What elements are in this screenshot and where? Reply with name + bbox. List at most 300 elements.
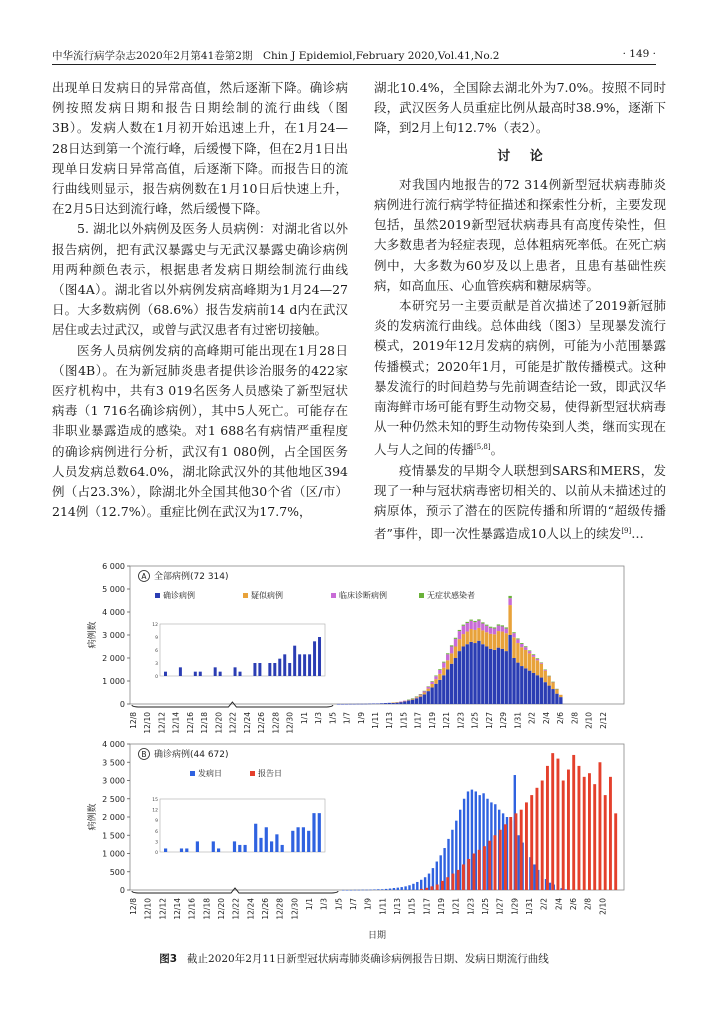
bar-临床诊断病例 bbox=[481, 624, 484, 631]
inset-bar bbox=[180, 848, 183, 852]
x-tick-label: 1/1 bbox=[299, 712, 309, 725]
bar-无症状感染者 bbox=[469, 620, 472, 621]
x-tick-label: 1/11 bbox=[378, 898, 388, 915]
bar-无症状感染者 bbox=[485, 625, 488, 626]
inset-y-tick-label: 3 bbox=[155, 840, 158, 846]
x-tick-label: 12/16 bbox=[187, 898, 197, 920]
inset-y-tick-label: 0 bbox=[155, 851, 158, 856]
x-tick-label: 12/10 bbox=[143, 712, 153, 734]
x-tick-label: 1/23 bbox=[456, 712, 466, 729]
bar-报告日 bbox=[604, 795, 607, 890]
inset-y-tick-label: 12 bbox=[152, 808, 158, 814]
bar-无症状感染者 bbox=[501, 625, 504, 626]
inset-bar bbox=[312, 813, 315, 852]
legend-label: 无症状感染者 bbox=[427, 591, 475, 600]
x-tick-label: 12/8 bbox=[129, 898, 138, 915]
y-tick-label: 4 000 bbox=[102, 740, 125, 749]
journal-citation: 中华流行病学杂志2020年2月第41卷第2期 Chin J Epidemiol,February 2020,Vol.41,No.2 bbox=[52, 50, 500, 62]
x-tick-label: 2/10 bbox=[584, 712, 594, 729]
bar-确诊病例 bbox=[458, 651, 461, 704]
inset-bar bbox=[259, 838, 262, 852]
bar-报告日 bbox=[530, 795, 533, 890]
bar-疑似病例 bbox=[462, 634, 465, 646]
bar-无症状感染者 bbox=[419, 694, 422, 695]
bar-无症状感染者 bbox=[442, 662, 445, 663]
x-tick-label: 2/8 bbox=[570, 712, 580, 725]
bar-确诊病例 bbox=[376, 704, 379, 705]
bar-临床诊断病例 bbox=[438, 670, 441, 674]
bar-发病日 bbox=[342, 890, 344, 891]
bar-无症状感染者 bbox=[430, 681, 433, 682]
paragraph: 对我国内地报告的72 314例新型冠状病毒肺炎病例进行流行病学特征描述和探索性分析，主要发现包括，虽然2019新型冠状病毒具有高度传染性，但大多数患者为轻症表现，总体粗病死率低。在死亡病例中，大多数为60岁及以上患者，且患有基础性疾病，如高血压、心血管疾病和糖尿病等。 bbox=[374, 176, 666, 293]
bar-无症状感染者 bbox=[489, 627, 492, 628]
inset-bar bbox=[298, 654, 301, 676]
bar-无症状感染者 bbox=[544, 670, 547, 671]
x-tick-label: 12/26 bbox=[261, 898, 270, 920]
inset-bar bbox=[253, 663, 256, 676]
chart-panel-b bbox=[86, 740, 624, 941]
bar-确诊病例 bbox=[349, 704, 352, 705]
bar-确诊病例 bbox=[364, 704, 367, 705]
y-tick-label: 1 000 bbox=[102, 849, 125, 859]
bar-疑似病例 bbox=[551, 682, 554, 689]
bar-无症状感染者 bbox=[524, 646, 527, 647]
bar-确诊病例 bbox=[555, 694, 558, 704]
inset-y-tick-label: 3 bbox=[155, 662, 158, 667]
x-tick-label: 1/29 bbox=[499, 712, 509, 729]
bar-疑似病例 bbox=[391, 703, 394, 704]
bar-疑似病例 bbox=[446, 660, 449, 669]
bar-发病日 bbox=[420, 880, 422, 890]
bar-报告日 bbox=[515, 813, 518, 890]
inset-bar bbox=[217, 848, 220, 852]
bar-确诊病例 bbox=[399, 702, 402, 704]
bar-无症状感染者 bbox=[438, 669, 441, 670]
x-tick-label: 2/12 bbox=[598, 712, 608, 729]
bar-无症状感染者 bbox=[481, 622, 484, 623]
bar-临床诊断病例 bbox=[536, 659, 539, 660]
bar-临床诊断病例 bbox=[532, 655, 535, 657]
bar-疑似病例 bbox=[493, 634, 496, 650]
bar-临床诊断病例 bbox=[528, 651, 531, 653]
bar-报告日 bbox=[478, 850, 481, 890]
bar-发病日 bbox=[369, 890, 371, 891]
bar-报告日 bbox=[567, 770, 570, 890]
bar-无症状感染者 bbox=[520, 643, 523, 644]
paragraph: 出现单日发病日的异常高值，然后逐渐下降。确诊病例按照发病日期和报告日期绘制的流行曲线（图3B）。发病人数在1月初开始迅速上升，在1月24—28日达到第一个流行峰，后缓慢下降，但在2月1日出现单日发病日异常高值，后逐渐下降。而报告日的流行曲线则显示，报告病例数在1月10日后快速上升，在2月5日达到流行峰，然后缓慢下降。 bbox=[52, 80, 348, 217]
inset-bar bbox=[265, 827, 268, 852]
bar-发病日 bbox=[404, 886, 406, 890]
x-tick-label: 12/18 bbox=[200, 712, 210, 734]
x-tick-label: 12/26 bbox=[257, 712, 267, 734]
x-tick-label: 2/8 bbox=[583, 898, 593, 911]
bar-临床诊断病例 bbox=[446, 654, 449, 660]
bar-报告日 bbox=[551, 753, 554, 890]
bar-报告日 bbox=[452, 874, 455, 890]
bar-疑似病例 bbox=[512, 637, 515, 658]
bar-确诊病例 bbox=[341, 704, 344, 705]
bar-无症状感染者 bbox=[505, 627, 508, 628]
inset-bar bbox=[291, 831, 294, 852]
x-tick-label: 1/25 bbox=[470, 712, 480, 729]
bar-无症状感染者 bbox=[497, 624, 500, 625]
inset-bar bbox=[244, 845, 247, 852]
bar-报告日 bbox=[457, 870, 460, 890]
bar-报告日 bbox=[488, 841, 491, 890]
bar-发病日 bbox=[408, 885, 410, 890]
bar-疑似病例 bbox=[481, 630, 484, 644]
bar-发病日 bbox=[350, 890, 352, 891]
bar-临床诊断病例 bbox=[423, 691, 426, 692]
legend-swatch bbox=[250, 771, 255, 776]
bar-发病日 bbox=[549, 883, 551, 890]
epidemic-curve-figure bbox=[84, 560, 644, 941]
bar-确诊病例 bbox=[512, 658, 515, 704]
bar-临床诊断病例 bbox=[489, 628, 492, 634]
inset-bar bbox=[307, 831, 310, 852]
bar-疑似病例 bbox=[508, 605, 511, 635]
bar-疑似病例 bbox=[516, 643, 519, 663]
bar-确诊病例 bbox=[442, 675, 445, 704]
bar-无症状感染者 bbox=[462, 625, 465, 626]
bar-临床诊断病例 bbox=[450, 647, 453, 654]
section-heading: 讨论 bbox=[497, 148, 563, 164]
bar-报告日 bbox=[520, 810, 523, 890]
y-tick-label: 1 000 bbox=[102, 677, 125, 686]
caption-label: 图3 bbox=[159, 953, 178, 965]
bar-临床诊断病例 bbox=[458, 631, 461, 639]
y-axis-label: 病例数 bbox=[88, 803, 98, 831]
x-tick-label: 12/12 bbox=[157, 712, 167, 734]
bar-报告日 bbox=[525, 802, 528, 890]
inset-bar bbox=[302, 827, 305, 852]
inset-bar bbox=[238, 845, 241, 852]
y-axis-label: 病例数 bbox=[88, 621, 98, 649]
bar-无症状感染者 bbox=[532, 654, 535, 655]
y-tick-label: 4 000 bbox=[102, 608, 125, 617]
inset-bar bbox=[318, 637, 321, 676]
bar-疑似病例 bbox=[485, 632, 488, 646]
y-tick-label: 3 500 bbox=[102, 758, 125, 768]
citation-ref: [9] bbox=[621, 527, 632, 536]
bar-报告日 bbox=[467, 859, 470, 890]
inset-bar bbox=[313, 641, 316, 676]
figure-3 bbox=[84, 560, 644, 941]
bar-疑似病例 bbox=[501, 632, 504, 649]
inset-y-tick-label: 6 bbox=[155, 829, 158, 835]
bar-发病日 bbox=[373, 889, 375, 890]
bar-临床诊断病例 bbox=[540, 663, 543, 664]
bar-无症状感染者 bbox=[508, 596, 511, 598]
inset-bar bbox=[239, 672, 242, 676]
range-bracket bbox=[132, 888, 338, 893]
bar-无症状感染者 bbox=[407, 700, 410, 701]
y-tick-label: 500 bbox=[109, 867, 125, 877]
inset-bar bbox=[268, 663, 271, 676]
bar-确诊病例 bbox=[430, 687, 433, 704]
caption-text: 截止2020年2月11日新型冠状病毒肺炎确诊病例报告日期、发病日期流行曲线 bbox=[187, 953, 549, 965]
inset-y-tick-label: 15 bbox=[152, 798, 158, 803]
bar-确诊病例 bbox=[427, 691, 430, 704]
page-number: · 149 · bbox=[622, 48, 656, 60]
x-tick-label: 1/5 bbox=[334, 898, 344, 911]
y-tick-label: 2 000 bbox=[102, 813, 125, 822]
paragraph: 本研究另一主要贡献是首次描述了2019新冠肺炎的发病流行曲线。总体曲线（图3）呈现暴发流行模式，2019年12月发病的病例，可能为小范围暴露传播模式；2020年1月，可能是扩散传播模式。这种暴发流行的时间趋势与先前调查结论一致，即武汉华南海鲜市场可能有野生动物交易，使得新型冠状病毒从一种仍然未知的野生动物传染到人类，继而实现在人与人之间的传播[5,8]。 bbox=[374, 298, 666, 458]
inset-bar bbox=[275, 834, 278, 852]
inset-bar bbox=[164, 848, 167, 852]
bar-无症状感染者 bbox=[473, 621, 476, 622]
inset-bar bbox=[318, 813, 321, 852]
bar-确诊病例 bbox=[520, 666, 523, 704]
bar-发病日 bbox=[397, 888, 399, 890]
bar-无症状感染者 bbox=[434, 675, 437, 676]
bar-确诊病例 bbox=[551, 689, 554, 704]
bar-报告日 bbox=[599, 762, 602, 890]
bar-发病日 bbox=[358, 890, 360, 891]
bar-无症状感染者 bbox=[415, 696, 418, 697]
bar-报告日 bbox=[614, 813, 617, 890]
bar-临床诊断病例 bbox=[454, 639, 457, 647]
bar-报告日 bbox=[557, 759, 560, 890]
bar-疑似病例 bbox=[458, 639, 461, 651]
bar-确诊病例 bbox=[438, 680, 441, 704]
bar-确诊病例 bbox=[419, 697, 422, 704]
bar-报告日 bbox=[462, 864, 465, 890]
bar-报告日 bbox=[541, 781, 544, 891]
bar-临床诊断病例 bbox=[512, 633, 515, 637]
bar-报告日 bbox=[546, 766, 549, 890]
bar-确诊病例 bbox=[345, 704, 348, 705]
inset-bar bbox=[254, 824, 257, 852]
bar-报告日 bbox=[420, 889, 423, 890]
bar-临床诊断病例 bbox=[485, 626, 488, 632]
bar-确诊病例 bbox=[485, 647, 488, 705]
legend-label: 确诊病例 bbox=[163, 591, 195, 600]
bar-发病日 bbox=[354, 890, 356, 891]
bar-疑似病例 bbox=[536, 660, 539, 675]
bar-报告日 bbox=[441, 881, 444, 890]
bar-无症状感染者 bbox=[446, 653, 449, 654]
legend-label: 报告日 bbox=[258, 769, 282, 778]
bar-报告日 bbox=[536, 788, 539, 890]
bar-临床诊断病例 bbox=[462, 626, 465, 634]
legend-swatch bbox=[331, 593, 336, 598]
bar-临床诊断病例 bbox=[508, 598, 511, 605]
inset-y-tick-label: 9 bbox=[155, 819, 158, 825]
legend-swatch bbox=[243, 593, 248, 598]
bar-疑似病例 bbox=[454, 647, 457, 659]
bar-临床诊断病例 bbox=[501, 626, 504, 631]
citation-ref: [5,8] bbox=[474, 443, 491, 452]
bar-无症状感染者 bbox=[551, 682, 554, 683]
bar-疑似病例 bbox=[466, 632, 469, 645]
x-tick-label: 2/6 bbox=[569, 898, 578, 911]
x-tick-label: 12/14 bbox=[171, 712, 181, 734]
x-tick-label: 12/12 bbox=[158, 898, 168, 920]
legend-label: 疑似病例 bbox=[251, 591, 283, 600]
bar-无症状感染者 bbox=[516, 638, 519, 639]
bar-临床诊断病例 bbox=[493, 629, 496, 635]
bar-报告日 bbox=[572, 755, 575, 890]
x-tick-label: 1/15 bbox=[407, 898, 417, 915]
inset-bar bbox=[179, 667, 182, 676]
paragraph: 医务人员病例发病的高峰期可能出现在1月28日（图4B）。在为新冠肺炎患者提供诊治服务的422家医疗机构中，共有3 019名医务人员感染了新型冠状病毒（1 716名确诊病例），其中5人死亡。可能存在非职业暴露造成的感染。对1 688名有病情严重程度的确诊病例进行分析，武汉有1 080例，占全国医务人员发病总数64.0%，湖北除武汉外的其他地区394例（占23.3%），除湖北外全国其他30个省（区/市）214例（12.7%）。重症比例在武汉为17.7%， bbox=[52, 342, 348, 520]
bar-无症状感染者 bbox=[423, 691, 426, 692]
bar-发病日 bbox=[381, 889, 383, 890]
bar-发病日 bbox=[365, 890, 367, 891]
bar-发病日 bbox=[428, 874, 430, 890]
inset-bar bbox=[185, 848, 188, 852]
x-tick-label: 12/22 bbox=[231, 898, 241, 920]
x-tick-label: 1/7 bbox=[342, 712, 352, 725]
bar-报告日 bbox=[588, 773, 591, 890]
bar-疑似病例 bbox=[544, 671, 547, 683]
x-tick-label: 1/9 bbox=[363, 898, 373, 911]
inset-bar bbox=[273, 663, 276, 676]
inset-bar bbox=[293, 646, 296, 676]
chart-panel-a bbox=[86, 562, 624, 734]
bar-疑似病例 bbox=[532, 657, 535, 673]
bar-报告日 bbox=[499, 830, 502, 890]
inset-bar bbox=[270, 841, 273, 852]
inset-bar bbox=[164, 672, 167, 676]
legend-label: 发病日 bbox=[198, 769, 222, 778]
x-tick-label: 12/30 bbox=[290, 898, 300, 920]
x-tick-label: 12/10 bbox=[143, 898, 153, 920]
bar-报告日 bbox=[446, 877, 449, 890]
inset-bar bbox=[194, 672, 197, 676]
y-tick-label: 5 000 bbox=[102, 585, 125, 594]
bar-确诊病例 bbox=[415, 698, 418, 704]
y-tick-label: 3 000 bbox=[102, 631, 125, 640]
bar-无症状感染者 bbox=[477, 619, 480, 620]
x-tick-label: 12/20 bbox=[217, 898, 226, 920]
y-tick-label: 3 000 bbox=[102, 776, 125, 786]
bar-确诊病例 bbox=[352, 704, 355, 705]
y-tick-label: 0 bbox=[119, 886, 125, 895]
legend-swatch bbox=[155, 593, 160, 598]
bar-疑似病例 bbox=[540, 664, 543, 678]
x-tick-label: 1/1 bbox=[305, 898, 314, 911]
bar-确诊病例 bbox=[524, 668, 527, 704]
bar-报告日 bbox=[562, 781, 565, 891]
x-tick-label: 1/17 bbox=[413, 712, 423, 729]
bar-疑似病例 bbox=[469, 629, 472, 642]
bar-发病日 bbox=[412, 884, 414, 890]
x-tick-label: 1/27 bbox=[484, 712, 494, 729]
bar-临床诊断病例 bbox=[544, 670, 547, 671]
x-tick-label: 1/5 bbox=[328, 712, 338, 725]
inset-y-tick-label: 0 bbox=[155, 675, 158, 680]
x-tick-label: 12/14 bbox=[173, 898, 182, 920]
panel-title: 确诊病例(44 672) bbox=[154, 750, 229, 760]
bar-疑似病例 bbox=[395, 702, 398, 703]
x-tick-label: 1/21 bbox=[451, 898, 461, 915]
bar-确诊病例 bbox=[356, 704, 359, 705]
x-tick-label: 1/3 bbox=[314, 712, 324, 725]
inset-bar bbox=[219, 672, 222, 676]
bar-确诊病例 bbox=[559, 697, 562, 704]
x-tick-label: 2/4 bbox=[541, 712, 551, 725]
bar-疑似病例 bbox=[559, 695, 562, 697]
bar-确诊病例 bbox=[446, 670, 449, 705]
bar-疑似病例 bbox=[411, 699, 414, 700]
bar-疑似病例 bbox=[520, 647, 523, 666]
x-tick-label: 2/2 bbox=[527, 712, 537, 725]
bar-疑似病例 bbox=[450, 653, 453, 663]
bar-报告日 bbox=[578, 766, 581, 890]
bar-确诊病例 bbox=[532, 673, 535, 704]
bar-确诊病例 bbox=[493, 650, 496, 704]
bar-确诊病例 bbox=[384, 703, 387, 704]
inset-bar bbox=[212, 841, 215, 852]
bar-报告日 bbox=[509, 817, 512, 890]
inset-bar bbox=[234, 667, 237, 676]
inset-bar bbox=[308, 654, 311, 676]
bar-发病日 bbox=[401, 887, 403, 890]
bar-确诊病例 bbox=[403, 701, 406, 704]
bar-报告日 bbox=[431, 886, 434, 890]
legend-label: 临床诊断病例 bbox=[339, 591, 387, 600]
bar-确诊病例 bbox=[489, 649, 492, 704]
x-tick-label: 12/30 bbox=[285, 712, 295, 734]
bar-发病日 bbox=[518, 835, 520, 890]
inset-bar bbox=[288, 663, 291, 676]
x-tick-label: 12/16 bbox=[185, 712, 195, 734]
bar-疑似病例 bbox=[524, 650, 527, 668]
panel-title: 全部病例(72 314) bbox=[154, 572, 229, 582]
paragraph-text: 本研究另一主要贡献是首次描述了2019新冠肺炎的发病流行曲线。总体曲线（图3）呈现暴发流行模式，2019年12月发病的病例，可能为小范围暴露传播模式；2020年1月，可能是扩散传播模式。这种暴发流行的时间趋势与先前调查结论一致，即武汉华南海鲜市场可能有野生动物交易，使得新型冠状病毒从一种仍然未知的野生动物传染到人类，继而实现在人与人之间的传播 bbox=[374, 298, 666, 458]
bar-发病日 bbox=[377, 889, 379, 890]
bar-无症状感染者 bbox=[528, 650, 531, 651]
inset-bar bbox=[303, 654, 306, 676]
inset-bar bbox=[196, 841, 199, 852]
bar-确诊病例 bbox=[360, 704, 363, 705]
bar-临床诊断病例 bbox=[466, 623, 469, 632]
bar-临床诊断病例 bbox=[430, 682, 433, 684]
inset-bar bbox=[214, 667, 217, 676]
bar-临床诊断病例 bbox=[469, 621, 472, 629]
panel-letter: B bbox=[141, 750, 147, 759]
x-tick-label: 1/9 bbox=[356, 712, 366, 725]
bar-报告日 bbox=[494, 835, 497, 890]
bar-确诊病例 bbox=[388, 703, 391, 704]
bar-临床诊断病例 bbox=[516, 639, 519, 643]
bar-疑似病例 bbox=[442, 668, 445, 676]
x-tick-label: 1/31 bbox=[525, 898, 534, 915]
bar-无症状感染者 bbox=[555, 689, 558, 690]
inset-bar bbox=[233, 841, 236, 852]
bar-确诊病例 bbox=[469, 642, 472, 704]
bar-发病日 bbox=[564, 889, 566, 890]
bar-疑似病例 bbox=[430, 684, 433, 687]
bar-报告日 bbox=[473, 854, 476, 891]
bar-确诊病例 bbox=[368, 704, 371, 705]
bar-确诊病例 bbox=[477, 641, 480, 704]
bar-确诊病例 bbox=[380, 703, 383, 704]
x-axis-label: 日期 bbox=[367, 931, 387, 941]
bar-疑似病例 bbox=[497, 631, 500, 648]
bar-发病日 bbox=[389, 889, 391, 890]
inset-bar bbox=[297, 827, 300, 852]
bar-发病日 bbox=[393, 888, 395, 890]
bar-确诊病例 bbox=[337, 704, 340, 705]
bar-发病日 bbox=[346, 890, 348, 891]
bar-临床诊断病例 bbox=[403, 701, 406, 702]
x-tick-label: 1/19 bbox=[437, 898, 446, 915]
bar-报告日 bbox=[483, 846, 486, 890]
x-tick-label: 12/22 bbox=[228, 712, 238, 734]
